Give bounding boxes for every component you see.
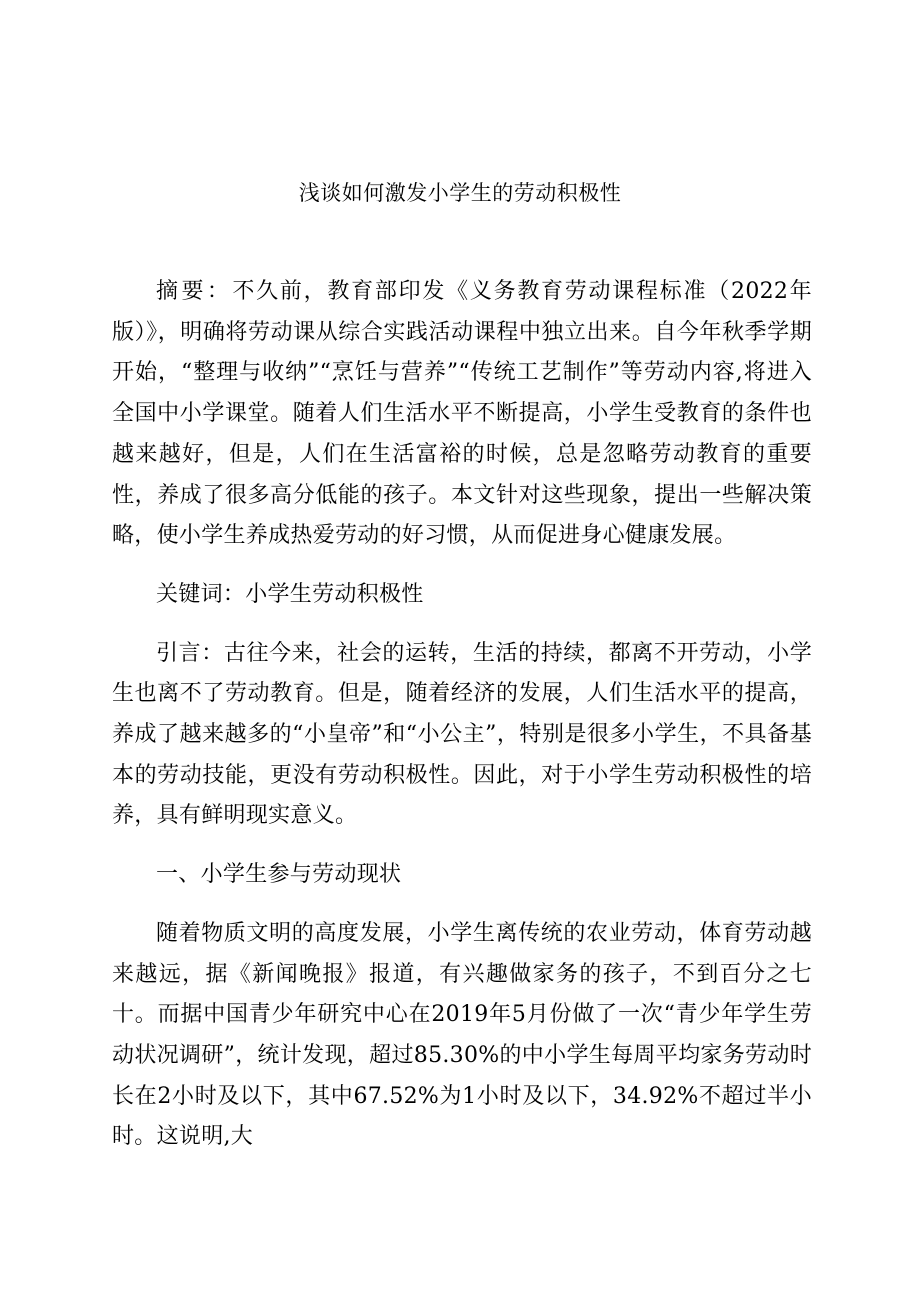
section-heading: 一、小学生参与劳动现状 bbox=[156, 862, 402, 888]
keywords-line: 关键词：小学生劳动积极性 bbox=[156, 581, 424, 607]
document-body bbox=[112, 272, 812, 1158]
abstract-paragraph bbox=[112, 272, 812, 557]
document-title: 浅谈如何激发小学生的劳动积极性 bbox=[298, 181, 622, 205]
abstract-label: 摘要： bbox=[156, 279, 233, 304]
introduction-paragraph: 引言：古往今来，社会的运转，生活的持续，都离不开劳动，小学生也离不了劳动教育。但是，随着经济的发展，人们生活水平的提高，养成了越来越多的“小皇帝”和“小公主”，特别是很多小学生，不具备基本的劳动技能，更没有劳动积极性。因此，对于小学生劳动积极性的培养，具有鲜明现实意义。 bbox=[112, 640, 812, 829]
section-paragraph: 随着物质文明的高度发展，小学生离传统的农业劳动，体育劳动越来越远，据《新闻晚报》报道，有兴趣做家务的孩子，不到百分之七十。而据中国青少年研究中心在2019年5月份做了一次“青少年学生劳动状况调研”，统计发现，超过85.30%的中小学生每周平均家务劳动时长在2小时及以下，其中67.52%为1小时及以下，34.92%不超过半小时。这说明,大 bbox=[112, 920, 812, 1150]
abstract-text: 不久前，教育部印发《义务教育劳动课程标准（2022年版）》，明确将劳动课从综合实践活动课程中独立出来。自今年秋季学期开始，“整理与收纳”“烹饪与营养”“传统工艺制作”等劳动内容,将进入全国中小学课堂。随着人们生活水平不断提高，小学生受教育的条件也越来越好，但是，人们在生活富裕的时候，总是忽略劳动教育的重要性，养成了很多高分低能的孩子。本文针对这些现象，提出一些解决策略，使小学生养成热爱劳动的好习惯，从而促进身心健康发展。 bbox=[112, 279, 812, 549]
